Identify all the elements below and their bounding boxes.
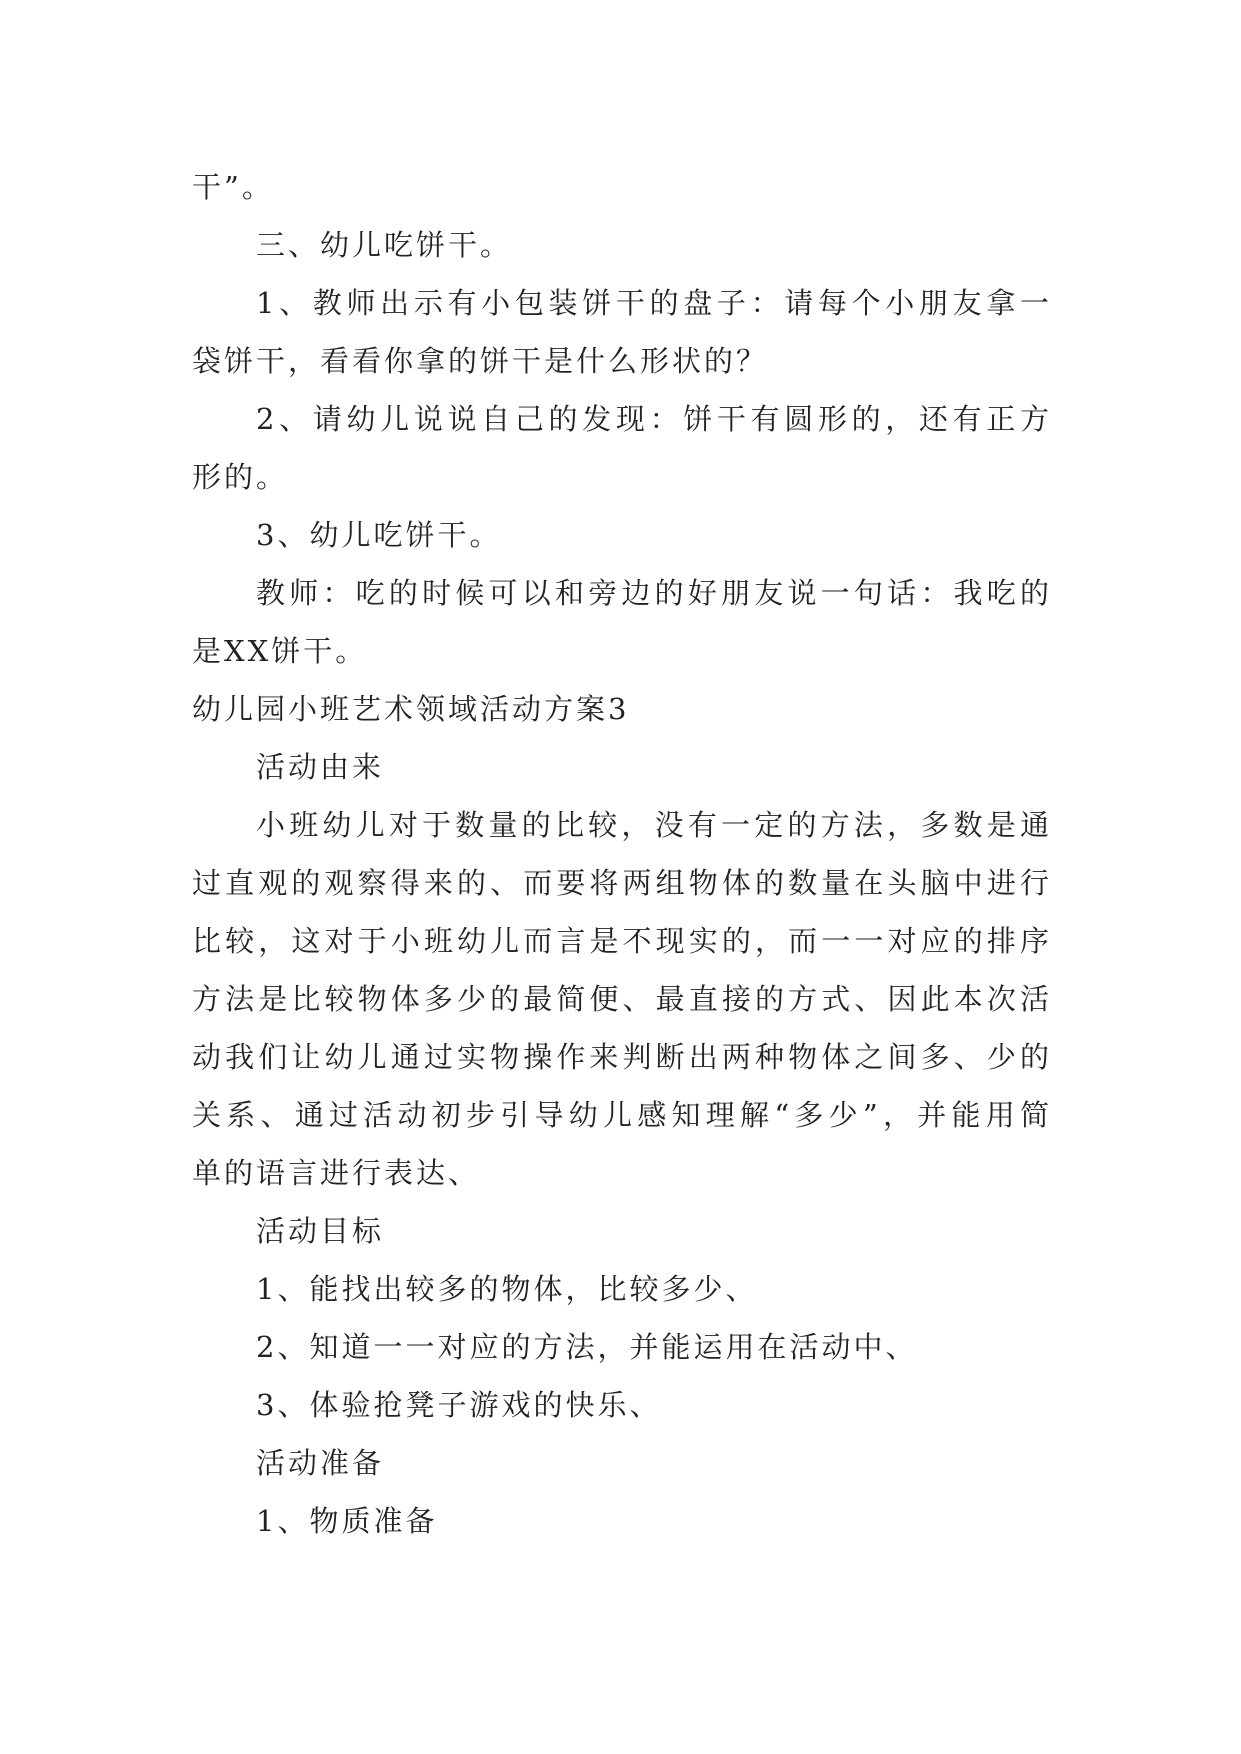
document-page: [192, 158, 1052, 1550]
text-line: 单的语言进行表达、: [192, 1156, 481, 1190]
text-line: 教师：吃的时候可以和旁边的好朋友说一句话：我吃的: [256, 576, 1052, 610]
list-item: 3、体验抢凳子游戏的快乐、: [256, 1388, 662, 1422]
text-line: 是XX饼干。: [192, 634, 368, 668]
text-line: 小班幼儿对于数量的比较，没有一定的方法，多数是通: [256, 808, 1052, 842]
text-line: 干”。: [192, 170, 274, 204]
text-line: 动我们让幼儿通过实物操作来判断出两种物体之间多、少的: [192, 1040, 1052, 1074]
section-heading-origin: 活动由来: [256, 750, 385, 784]
text-line: 1、教师出示有小包装饼干的盘子：请每个小朋友拿一: [256, 286, 1052, 320]
text-line: 2、请幼儿说说自己的发现：饼干有圆形的，还有正方: [256, 402, 1052, 436]
text-line: 比较，这对于小班幼儿而言是不现实的，而一一对应的排序: [192, 924, 1052, 958]
list-item: 2、知道一一对应的方法，并能运用在活动中、: [256, 1330, 918, 1364]
text-line: 关系、通过活动初步引导幼儿感知理解“多少”，并能用简: [192, 1098, 1052, 1132]
text-line: 形的。: [192, 460, 289, 494]
document-heading: 幼儿园小班艺术领域活动方案3: [192, 692, 630, 726]
list-item: 1、能找出较多的物体，比较多少、: [256, 1272, 758, 1306]
section-heading-preparation: 活动准备: [256, 1446, 385, 1480]
text-line: 袋饼干，看看你拿的饼干是什么形状的？: [192, 344, 769, 378]
text-line: 过直观的观察得来的、而要将两组物体的数量在头脑中进行: [192, 866, 1052, 900]
text-line: 3、幼儿吃饼干。: [256, 518, 502, 552]
list-item: 1、物质准备: [256, 1504, 438, 1538]
text-line: 方法是比较物体多少的最简便、最直接的方式、因此本次活: [192, 982, 1052, 1016]
section-heading-goals: 活动目标: [256, 1214, 385, 1248]
section-heading-eat-biscuits: 三、幼儿吃饼干。: [256, 228, 513, 262]
